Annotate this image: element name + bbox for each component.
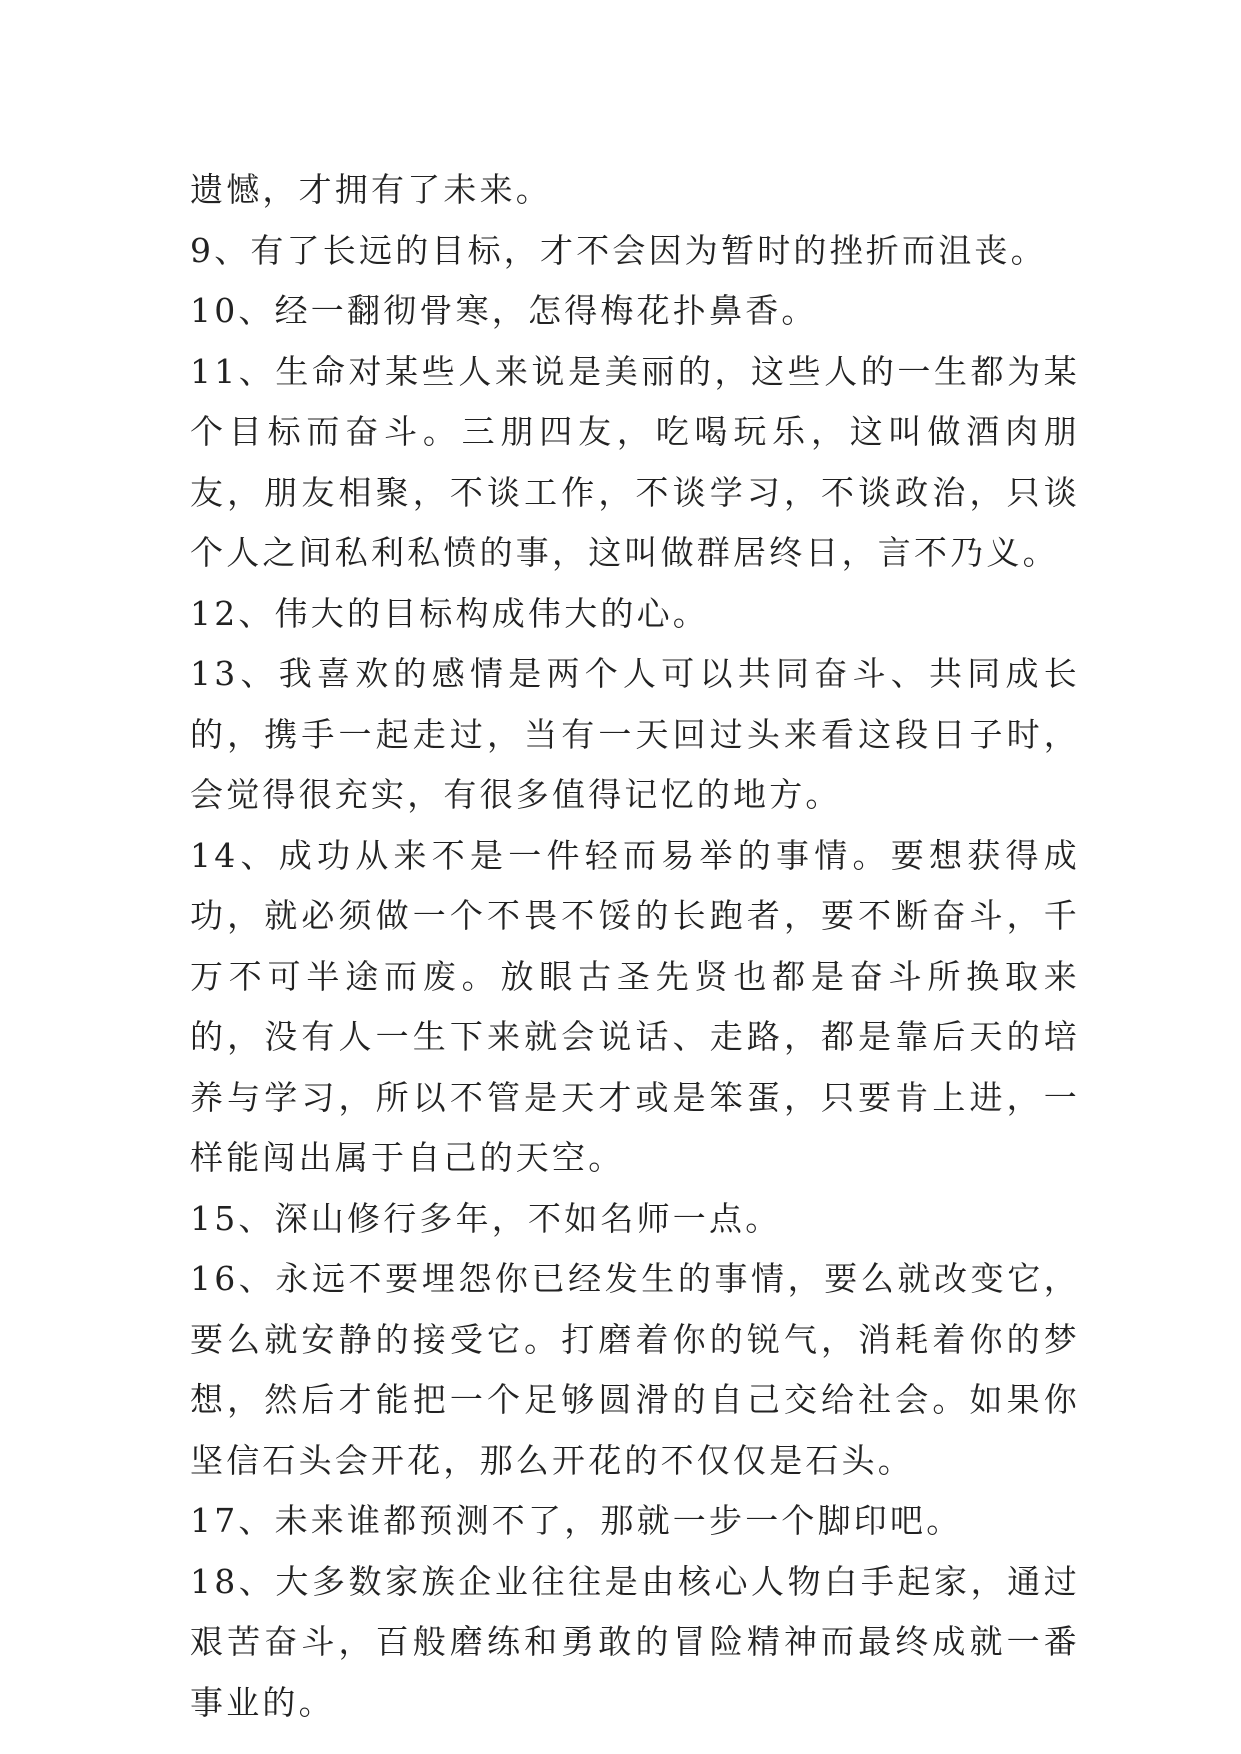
paragraph-item-17: 17、未来谁都预测不了，那就一步一个脚印吧。	[190, 1501, 963, 1540]
paragraph-item-14: 14、成功从来不是一件轻而易举的事情。要想获得成功，就必须做一个不畏不馁的长跑者，要不断奋斗，千万不可半途而废。放眼古圣先贤也都是奋斗所换取来的，没有人一生下来就会说话、走路，都是靠后天的培养与学习，所以不管是天才或是笨蛋，只要肯上进，一样能闯出属于自己的天空。	[190, 835, 1080, 1177]
paragraph-item-18: 18、大多数家族企业往往是由核心人物白手起家，通过艰苦奋斗，百般磨练和勇敢的冒险精神而最终成就一番事业的。	[190, 1561, 1080, 1722]
paragraph-continuation: 遗憾，才拥有了未来。	[190, 170, 552, 209]
body-text	[190, 160, 1080, 1733]
paragraph-item-12: 12、伟大的目标构成伟大的心。	[190, 593, 709, 633]
paragraph-item-15: 15、深山修行多年，不如名师一点。	[190, 1198, 782, 1238]
paragraph-item-9: 9、有了长远的目标，才不会因为暂时的挫折而沮丧。	[190, 230, 1047, 270]
paragraph-item-10: 10、经一翻彻骨寒，怎得梅花扑鼻香。	[190, 291, 818, 330]
paragraph-item-11: 11、生命对某些人来说是美丽的，这些人的一生都为某个目标而奋斗。三朋四友，吃喝玩乐，这叫做酒肉朋友，朋友相聚，不谈工作，不谈学习，不谈政治，只谈个人之间私利私愤的事，这叫做群居终日，言不乃义。	[190, 351, 1080, 572]
paragraph-item-13: 13、我喜欢的感情是两个人可以共同奋斗、共同成长的，携手一起走过，当有一天回过头来看这段日子时，会觉得很充实，有很多值得记忆的地方。	[190, 654, 1080, 814]
paragraph-item-16: 16、永远不要埋怨你已经发生的事情，要么就改变它，要么就安静的接受它。打磨着你的锐气，消耗着你的梦想，然后才能把一个足够圆滑的自己交给社会。如果你坚信石头会开花，那么开花的不仅仅是石头。	[190, 1259, 1080, 1480]
